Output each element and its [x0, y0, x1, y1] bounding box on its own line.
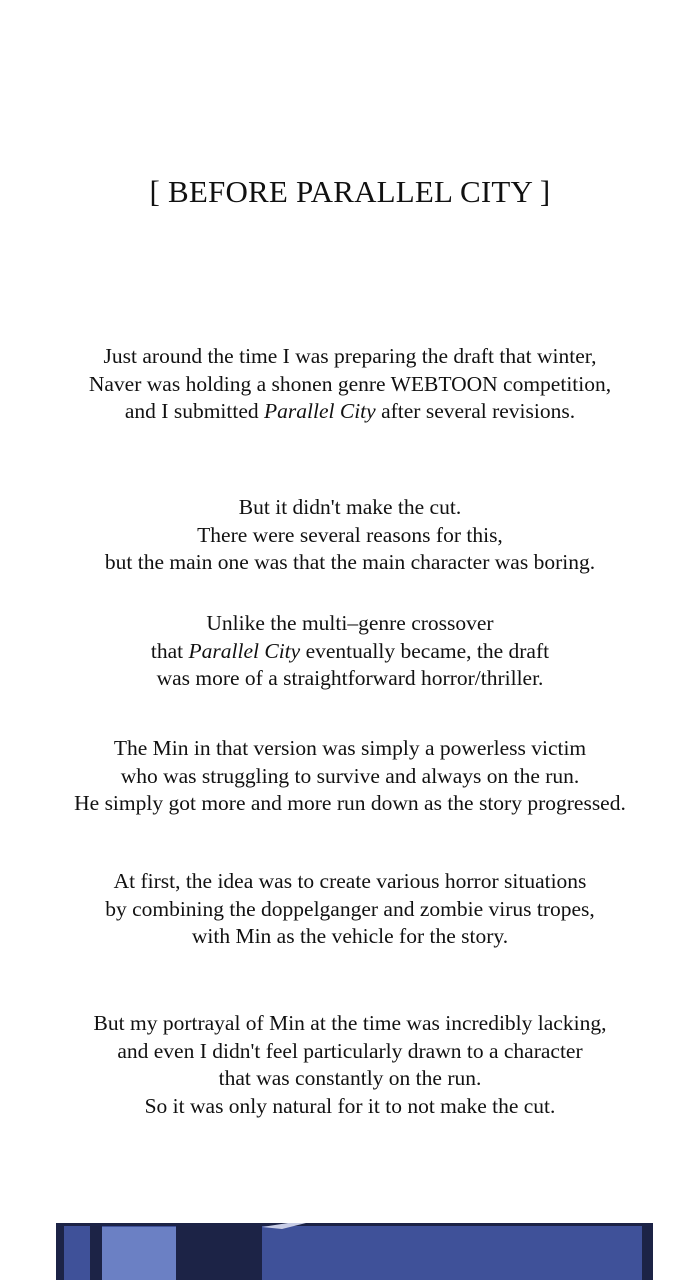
panel-left-edge: [56, 1223, 64, 1280]
paragraph-3: [0, 610, 700, 693]
text-line: Just around the time I was preparing the draft that winter,: [103, 344, 597, 368]
dark-divider: [176, 1223, 184, 1280]
italic-title: Parallel City: [188, 638, 301, 663]
text-line: [0, 638, 700, 666]
text-line: But it didn't make the cut.: [238, 495, 462, 519]
text-line: by combining the doppelganger and zombie virus tropes,: [105, 896, 595, 921]
paragraph-1: [0, 343, 700, 426]
text-line: with Min as the vehicle for the story.: [191, 924, 509, 948]
text-run: that: [150, 638, 189, 663]
text-line: There were several reasons for this,: [197, 522, 503, 547]
comic-panel-artwork: [56, 1223, 653, 1280]
text-line: The Min in that version was simply a powerless victim: [113, 736, 587, 760]
shadow-section: [184, 1223, 262, 1280]
paragraph-4: [0, 735, 700, 818]
paragraph-5: [0, 868, 700, 951]
text-line: [0, 398, 700, 426]
text-line: Unlike the multi–genre crossover: [206, 611, 494, 635]
page-title: [ BEFORE PARALLEL CITY ]: [149, 174, 551, 209]
dark-pillar-left: [90, 1223, 102, 1280]
text-run: eventually became, the draft: [300, 638, 550, 663]
text-line: who was struggling to survive and always on the run.: [120, 763, 580, 788]
text-line: was more of a straightforward horror/thriller.: [156, 666, 544, 690]
italic-title: Parallel City: [264, 399, 376, 423]
text-line: So it was only natural for it to not make the cut.: [144, 1093, 556, 1118]
comic-panel-illustration: [56, 1223, 653, 1280]
text-line: But my portrayal of Min at the time was incredibly lacking,: [93, 1011, 607, 1035]
paragraph-2: [0, 494, 700, 577]
text-line: He simply got more and more run down as the story progressed.: [74, 791, 626, 815]
wall-section: [262, 1229, 653, 1280]
text-line: At first, the idea was to create various horror situations: [113, 869, 587, 893]
text-line: that was constantly on the run.: [218, 1066, 482, 1090]
panel-right-edge: [642, 1223, 653, 1280]
text-line: and even I didn't feel particularly drawn to a character: [117, 1038, 583, 1063]
window-pane-left: [102, 1227, 176, 1280]
text-line: but the main one was that the main character was boring.: [104, 550, 596, 574]
text-run: and I submitted: [124, 399, 265, 423]
paragraph-6: [0, 1010, 700, 1120]
text-run: after several revisions.: [375, 399, 576, 423]
text-line: Naver was holding a shonen genre WEBTOON competition,: [88, 371, 612, 396]
panel-top-edge: [56, 1223, 653, 1226]
